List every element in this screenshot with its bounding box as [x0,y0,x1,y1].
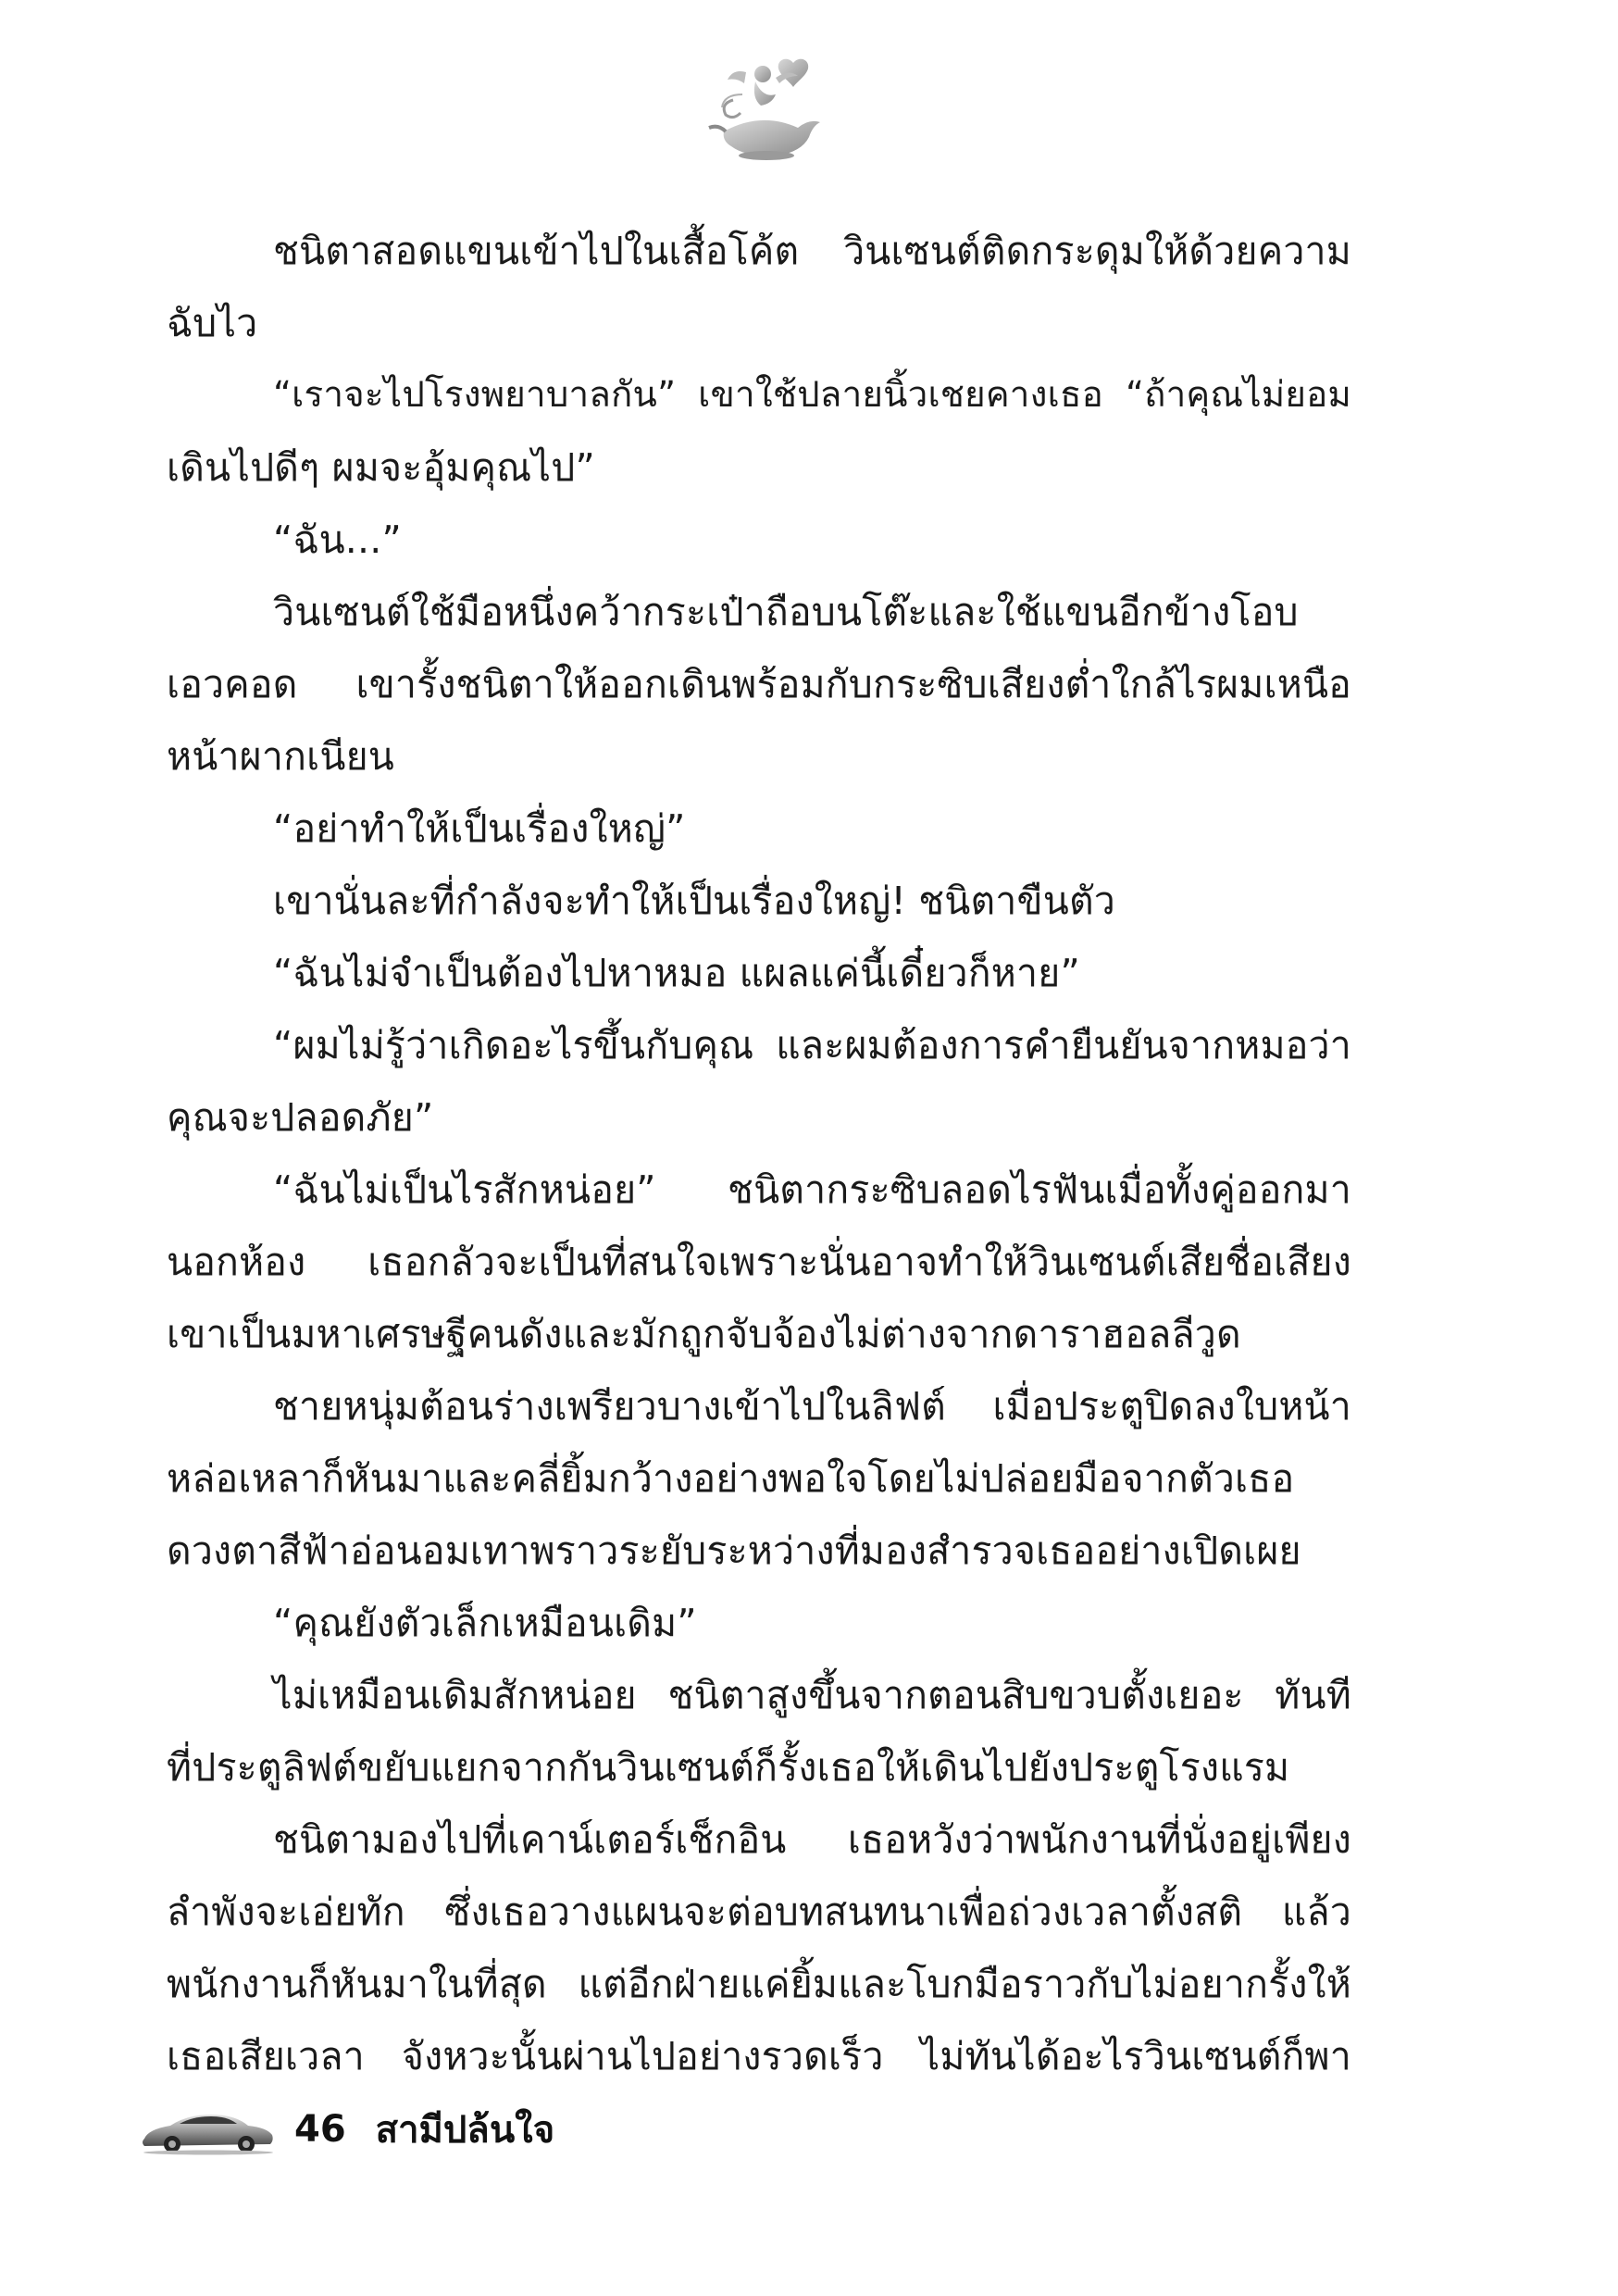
text-line: เขาเป็นมหาเศรษฐีคนดังและมักถูกจับจ้องไม่ต่างจากดาราฮอลลีวูด [167,1312,1241,1356]
text-line: พนักงานก็หันมาในที่สุด แต่อีกฝ่ายแค่ยิ้มและโบกมือราวกับไม่อยากรั้งให้ [167,1962,1351,2006]
text-line: เขานั่นละที่กำลังจะทำให้เป็นเรื่องใหญ่! ชนิตาขืนตัว [273,879,1116,923]
text-line: เธอเสียเวลา จังหวะนั้นผ่านไปอย่างรวดเร็ว ไม่ทันได้อะไรวินเซนต์ก็พา [167,2034,1351,2078]
text-line: “เราจะไปโรงพยาบาลกัน” เขาใช้ปลายนิ้วเชยคางเธอ “ถ้าคุณไม่ยอม [273,374,1351,416]
text-line: เอวคอด เขารั้งชนิตาให้ออกเดินพร้อมกับกระซิบเสียงต่ำใกล้ไรผมเหนือ [167,662,1351,706]
text-line: “ฉันไม่จำเป็นต้องไปหาหมอ แผลแค่นี้เดี๋ยวก็หาย” [273,951,1080,995]
text-line: เดินไปดีๆ ผมจะอุ้มคุณไป” [167,445,595,490]
text-line: วินเซนต์ใช้มือหนึ่งคว้ากระเป๋าถือบนโต๊ะและใช้แขนอีกข้างโอบ [273,590,1299,634]
text-line: ดวงตาสีฟ้าอ่อนอมเทาพราวระยับระหว่างที่มองสำรวจเธออย่างเปิดเผย [167,1529,1301,1573]
text-line: หล่อเหลาก็หันมาและคลี่ยิ้มกว้างอย่างพอใจโดยไม่ปล่อยมือจากตัวเธอ [167,1456,1295,1501]
text-line: หน้าผากเนียน [167,734,395,779]
car-icon [139,2103,278,2155]
text-line: ชายหนุ่มต้อนร่างเพรียวบางเข้าไปในลิฟต์ เมื่อประตูปิดลงใบหน้า [273,1384,1351,1429]
text-line: ชนิตาสอดแขนเข้าไปในเสื้อโค้ต วินเซนต์ติดกระดุมให้ด้วยความ [273,229,1351,273]
cupid-teapot-ornament-icon [696,54,835,165]
text-line: นอกห้อง เธอกลัวจะเป็นที่สนใจเพราะนั่นอาจทำให้วินเซนต์เสียชื่อเสียง [167,1240,1351,1284]
text-line: “ฉัน...” [273,518,402,562]
text-line: ฉับไว [167,301,258,345]
text-line: ไม่เหมือนเดิมสักหน่อย ชนิตาสูงขึ้นจากตอนสิบขวบตั้งเยอะ ทันที [273,1673,1351,1717]
text-line: ลำพังจะเอ่ยทัก ซึ่งเธอวางแผนจะต่อบทสนทนาเพื่อถ่วงเวลาตั้งสติ แล้ว [167,1890,1351,1934]
text-line: ที่ประตูลิฟต์ขยับแยกจากกันวินเซนต์ก็รั้งเธอให้เดินไปยังประตูโรงแรม [167,1745,1290,1790]
page-footer [139,2088,554,2171]
body-text [167,215,1351,2092]
text-line: “ฉันไม่เป็นไรสักหน่อย” ชนิตากระซิบลอดไรฟันเมื่อทั้งคู่ออกมา [273,1167,1351,1212]
text-line: “ผมไม่รู้ว่าเกิดอะไรขึ้นกับคุณ และผมต้องการคำยืนยันจากหมอว่า [273,1023,1351,1067]
text-line: คุณจะปลอดภัย” [167,1095,434,1140]
page-number: 46 [294,2108,346,2151]
text-line: ชนิตามองไปที่เคาน์เตอร์เช็กอิน เธอหวังว่าพนักงานที่นั่งอยู่เพียง [273,1817,1351,1862]
book-title: สามีปล้นใจ [375,2109,555,2152]
text-line: “อย่าทำให้เป็นเรื่องใหญ่” [273,806,686,851]
text-line: “คุณยังตัวเล็กเหมือนเดิม” [273,1601,697,1645]
